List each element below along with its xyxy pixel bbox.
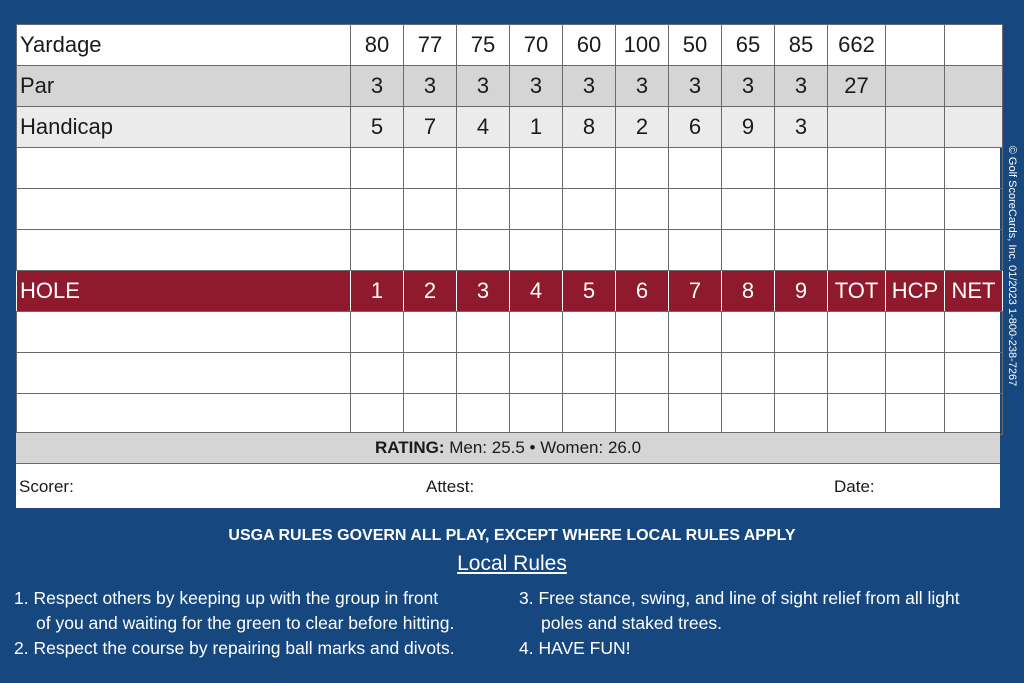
score-cell: 8 <box>722 271 775 312</box>
score-cell: 2 <box>404 271 457 312</box>
blank-cell <box>669 353 722 394</box>
blank-cell <box>616 312 669 353</box>
handicap-row <box>17 107 1003 148</box>
rule-1 <box>14 586 454 636</box>
blank-cell <box>722 312 775 353</box>
blank-cell <box>510 394 563 435</box>
date-label: Date: <box>834 477 875 496</box>
score-cell: 3 <box>669 66 722 107</box>
score-cell: 3 <box>616 66 669 107</box>
blank-cell <box>775 394 828 435</box>
blank-cell <box>616 353 669 394</box>
blank-cell <box>775 230 828 271</box>
yardage-row <box>17 25 1003 66</box>
blank-cell <box>563 148 616 189</box>
score-cell: TOT <box>828 271 886 312</box>
blank-cell <box>563 394 616 435</box>
blank-cell <box>886 148 945 189</box>
blank-cell <box>563 312 616 353</box>
row-label: Handicap <box>17 107 351 148</box>
blank-cell <box>457 353 510 394</box>
score-cell: 3 <box>404 66 457 107</box>
rating-bar <box>16 432 1000 464</box>
rule-line: 2. Respect the course by repairing ball marks and divots. <box>14 638 455 658</box>
score-cell: 6 <box>616 271 669 312</box>
blank-cell <box>886 353 945 394</box>
blank-cell <box>945 148 1003 189</box>
score-cell: 9 <box>775 271 828 312</box>
blank-cell <box>457 312 510 353</box>
blank-cell <box>828 189 886 230</box>
score-cell: 1 <box>510 107 563 148</box>
hole-row <box>17 271 1003 312</box>
copyright-strip <box>1000 24 1024 508</box>
player-row <box>17 189 1003 230</box>
blank-cell <box>563 230 616 271</box>
blank-cell <box>351 353 404 394</box>
blank-cell <box>404 148 457 189</box>
rule-line: 1. Respect others by keeping up with the group in front <box>14 588 439 608</box>
blank-cell <box>351 394 404 435</box>
score-cell: 5 <box>563 271 616 312</box>
player-row <box>17 394 1003 435</box>
score-cell: 100 <box>616 25 669 66</box>
blank-cell <box>563 353 616 394</box>
blank-cell <box>945 312 1003 353</box>
row-label: HOLE <box>17 271 351 312</box>
blank-cell <box>351 189 404 230</box>
blank-cell <box>457 148 510 189</box>
score-cell: 3 <box>563 66 616 107</box>
blank-cell <box>510 148 563 189</box>
blank-cell <box>828 230 886 271</box>
rule-line: of you and waiting for the green to clear before hitting. <box>36 613 455 633</box>
score-cell: 4 <box>510 271 563 312</box>
blank-cell <box>351 312 404 353</box>
score-cell: 50 <box>669 25 722 66</box>
score-table <box>16 24 1003 435</box>
score-cell: 27 <box>828 66 886 107</box>
score-cell: 5 <box>351 107 404 148</box>
score-cell <box>886 66 945 107</box>
blank-cell <box>828 353 886 394</box>
scorecard <box>16 24 1000 508</box>
blank-cell <box>17 230 351 271</box>
score-cell: 8 <box>563 107 616 148</box>
score-cell: 3 <box>510 66 563 107</box>
score-cell: NET <box>945 271 1003 312</box>
score-cell <box>945 107 1003 148</box>
score-cell: 70 <box>510 25 563 66</box>
blank-cell <box>510 312 563 353</box>
score-cell: 1 <box>351 271 404 312</box>
blank-cell <box>404 353 457 394</box>
score-cell: 6 <box>669 107 722 148</box>
score-cell: 75 <box>457 25 510 66</box>
blank-cell <box>945 394 1003 435</box>
blank-cell <box>886 230 945 271</box>
blank-cell <box>404 230 457 271</box>
player-row <box>17 312 1003 353</box>
local-rules-title: Local Rules <box>457 552 567 575</box>
blank-cell <box>722 394 775 435</box>
rule-4 <box>519 636 631 661</box>
score-cell: 77 <box>404 25 457 66</box>
blank-cell <box>510 189 563 230</box>
blank-cell <box>669 189 722 230</box>
score-cell: 2 <box>616 107 669 148</box>
blank-cell <box>945 189 1003 230</box>
blank-cell <box>945 230 1003 271</box>
blank-cell <box>828 312 886 353</box>
score-cell: 4 <box>457 107 510 148</box>
blank-cell <box>404 394 457 435</box>
rule-line: 4. HAVE FUN! <box>519 638 631 658</box>
score-cell: HCP <box>886 271 945 312</box>
blank-cell <box>510 353 563 394</box>
score-cell: 3 <box>722 66 775 107</box>
attest-label: Attest: <box>426 477 475 496</box>
blank-cell <box>945 353 1003 394</box>
rule-3 <box>519 586 960 636</box>
blank-cell <box>722 189 775 230</box>
row-label: Yardage <box>17 25 351 66</box>
par-row <box>17 66 1003 107</box>
score-cell: 3 <box>351 66 404 107</box>
score-cell: 7 <box>669 271 722 312</box>
blank-cell <box>17 353 351 394</box>
blank-cell <box>669 312 722 353</box>
scorer-label: Scorer: <box>19 477 74 496</box>
blank-cell <box>457 394 510 435</box>
blank-cell <box>886 312 945 353</box>
blank-cell <box>17 312 351 353</box>
score-cell <box>886 25 945 66</box>
blank-cell <box>886 189 945 230</box>
blank-cell <box>457 230 510 271</box>
blank-cell <box>351 148 404 189</box>
blank-cell <box>669 230 722 271</box>
rule-line: 3. Free stance, swing, and line of sight relief from all light <box>519 588 960 608</box>
score-cell <box>886 107 945 148</box>
blank-cell <box>17 394 351 435</box>
blank-cell <box>616 189 669 230</box>
blank-cell <box>616 148 669 189</box>
blank-cell <box>669 148 722 189</box>
score-cell <box>945 25 1003 66</box>
score-cell <box>945 66 1003 107</box>
rating-label: RATING: <box>374 438 445 457</box>
score-cell: 662 <box>828 25 886 66</box>
score-cell: 9 <box>722 107 775 148</box>
blank-cell <box>722 148 775 189</box>
blank-cell <box>17 189 351 230</box>
blank-cell <box>457 189 510 230</box>
blank-cell <box>775 148 828 189</box>
blank-cell <box>722 353 775 394</box>
rule-2 <box>14 636 455 661</box>
blank-cell <box>351 230 404 271</box>
blank-cell <box>404 312 457 353</box>
score-cell: 65 <box>722 25 775 66</box>
blank-cell <box>17 148 351 189</box>
blank-cell <box>775 189 828 230</box>
score-cell: 3 <box>457 66 510 107</box>
score-cell: 60 <box>563 25 616 66</box>
score-cell: 3 <box>457 271 510 312</box>
blank-cell <box>828 394 886 435</box>
signature-row <box>16 464 1000 508</box>
player-row <box>17 230 1003 271</box>
copyright-text: © Golf ScoreCards, Inc. 01/2023 1-800-238-7267 <box>1006 145 1018 387</box>
score-cell: 85 <box>775 25 828 66</box>
score-cell: 80 <box>351 25 404 66</box>
player-row <box>17 148 1003 189</box>
score-cell: 3 <box>775 66 828 107</box>
blank-cell <box>886 394 945 435</box>
blank-cell <box>616 230 669 271</box>
blank-cell <box>828 148 886 189</box>
row-label: Par <box>17 66 351 107</box>
blank-cell <box>722 230 775 271</box>
score-cell: 7 <box>404 107 457 148</box>
blank-cell <box>563 189 616 230</box>
blank-cell <box>775 312 828 353</box>
score-cell <box>828 107 886 148</box>
blank-cell <box>404 189 457 230</box>
usga-rules-heading: USGA RULES GOVERN ALL PLAY, EXCEPT WHERE LOCAL RULES APPLY <box>228 527 796 544</box>
blank-cell <box>616 394 669 435</box>
blank-cell <box>669 394 722 435</box>
score-cell: 3 <box>775 107 828 148</box>
blank-cell <box>510 230 563 271</box>
rule-line: poles and staked trees. <box>541 613 722 633</box>
rating-values: Men: 25.5 • Women: 26.0 <box>449 438 642 457</box>
player-row <box>17 353 1003 394</box>
blank-cell <box>775 353 828 394</box>
